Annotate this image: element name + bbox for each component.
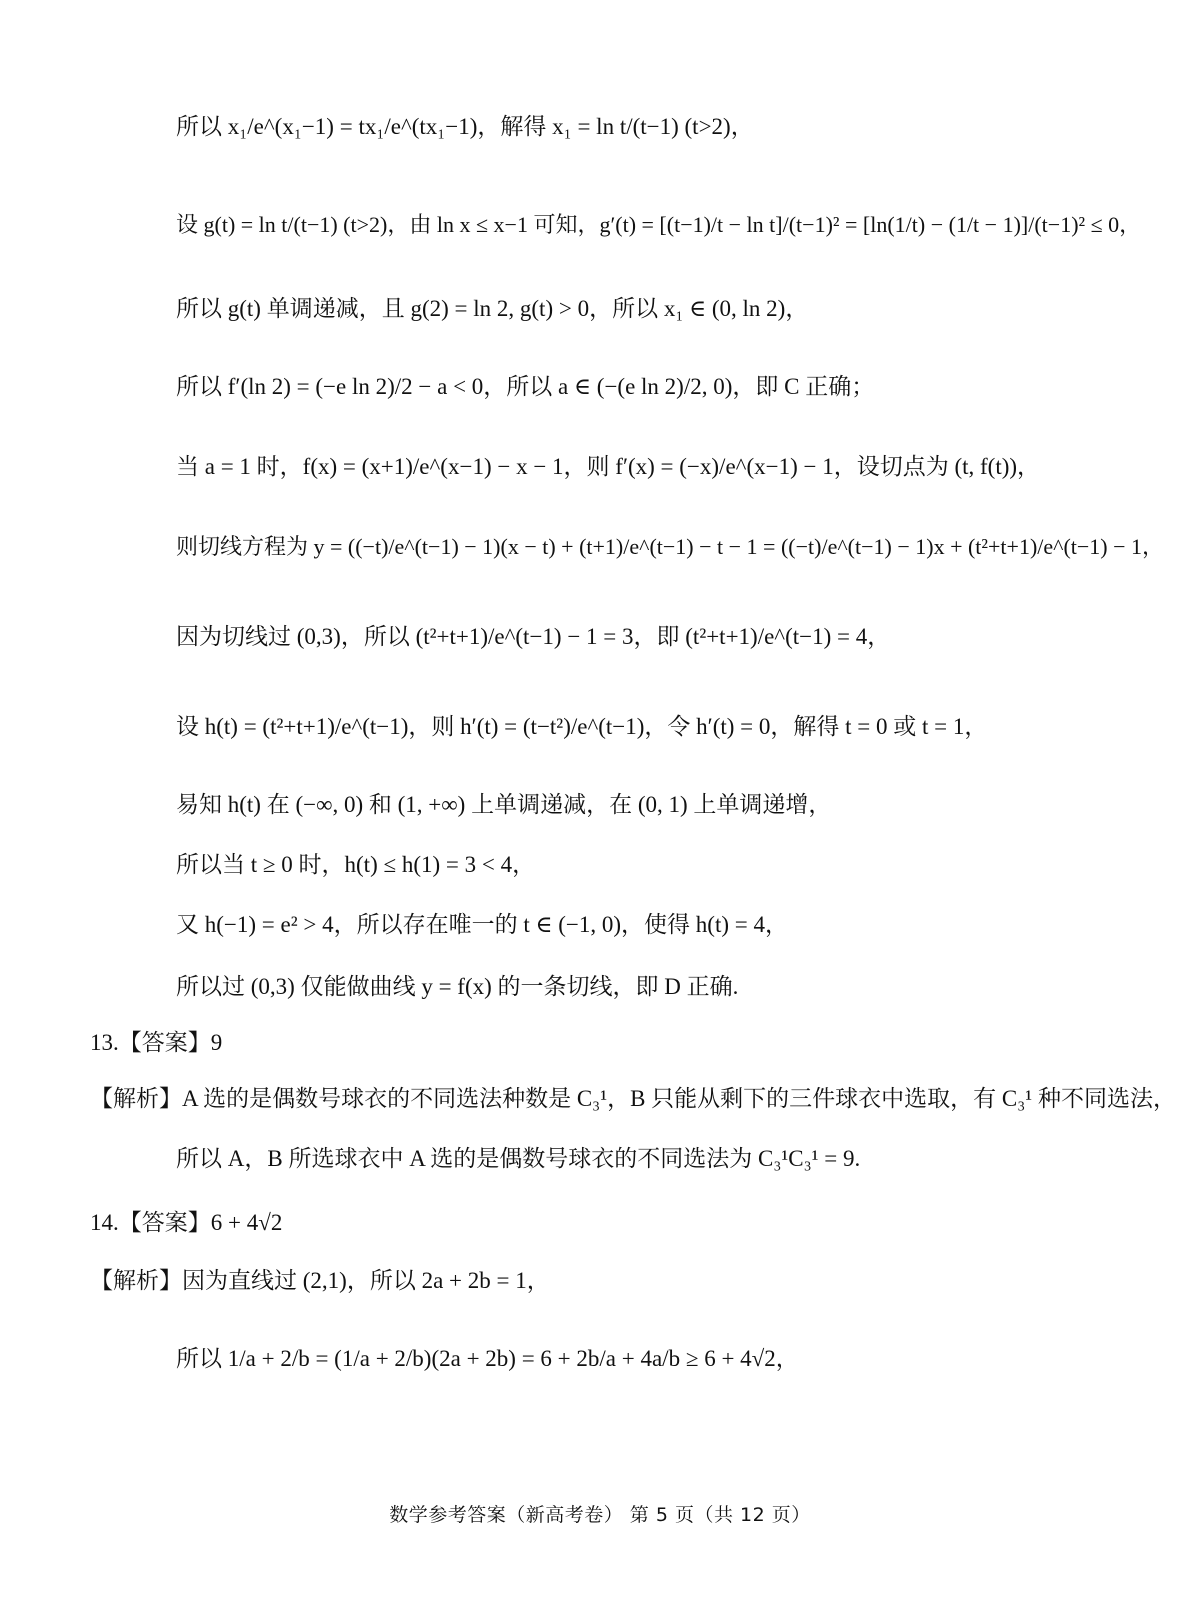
solution-line-6: 则切线方程为 y = ((−t)/e^(t−1) − 1)(x − t) + (t+1)/e^(t−1) − t − 1 = ((−t)/e^(t−1) − 1)x + (t²+t+1)/e^(t−1) − 1， — [176, 534, 1165, 559]
solution-line-7: 因为切线过 (0,3)，所以 (t²+t+1)/e^(t−1) − 1 = 3，即 (t²+t+1)/e^(t−1) = 4， — [176, 624, 891, 649]
analysis-13-line-2: 所以 A，B 所选球衣中 A 选的是偶数号球衣的不同选法为 C₃¹C₃¹ = 9. — [176, 1146, 861, 1171]
solution-line-4: 所以 f′(ln 2) = (−e ln 2)/2 − a < 0，所以 a ∈ (−(e ln 2)/2, 0)，即 C 正确； — [176, 374, 875, 399]
solution-line-9: 易知 h(t) 在 (−∞, 0) 和 (1, +∞) 上单调递减，在 (0, 1) 上单调递增， — [176, 792, 832, 817]
answer-13-heading: 13.【答案】9 — [90, 1030, 223, 1055]
analysis-14-line-1: 【解析】因为直线过 (2,1)，所以 2a + 2b = 1， — [90, 1268, 550, 1293]
solution-line-2: 设 g(t) = ln t/(t−1) (t>2)，由 ln x ≤ x−1 可知，g′(t) = [(t−1)/t − ln t]/(t−1)² = [ln(1/t) − (1/t − 1)]/(t−1)² ≤ 0， — [176, 212, 1142, 237]
analysis-14-line-2: 所以 1/a + 2/b = (1/a + 2/b)(2a + 2b) = 6 + 2b/a + 4a/b ≥ 6 + 4√2， — [176, 1346, 799, 1371]
solution-line-8: 设 h(t) = (t²+t+1)/e^(t−1)，则 h′(t) = (t−t²)/e^(t−1)，令 h′(t) = 0，解得 t = 0 或 t = 1， — [176, 714, 988, 739]
analysis-13-line-1: 【解析】A 选的是偶数号球衣的不同选法种数是 C₃¹，B 只能从剩下的三件球衣中选取，有 C₃¹ 种不同选法， — [90, 1086, 1176, 1111]
solution-line-11: 又 h(−1) = e² > 4，所以存在唯一的 t ∈ (−1, 0)，使得 h(t) = 4， — [176, 912, 788, 937]
solution-line-3: 所以 g(t) 单调递减，且 g(2) = ln 2, g(t) > 0，所以 x₁ ∈ (0, ln 2)， — [176, 296, 809, 321]
solution-line-12: 所以过 (0,3) 仅能做曲线 y = f(x) 的一条切线，即 D 正确. — [176, 974, 739, 999]
page-footer: 数学参考答案（新高考卷） 第 5 页（共 12 页） — [389, 1504, 811, 1526]
solution-line-1: 所以 x₁/e^(x₁−1) = tx₁/e^(tx₁−1)，解得 x₁ = ln t/(t−1) (t>2)， — [176, 114, 754, 139]
solution-line-5: 当 a = 1 时，f(x) = (x+1)/e^(x−1) − x − 1，则 f′(x) = (−x)/e^(x−1) − 1，设切点为 (t, f(t))， — [176, 454, 1041, 479]
solution-line-10: 所以当 t ≥ 0 时，h(t) ≤ h(1) = 3 < 4， — [176, 852, 536, 877]
answer-14-heading: 14.【答案】6 + 4√2 — [90, 1210, 283, 1235]
